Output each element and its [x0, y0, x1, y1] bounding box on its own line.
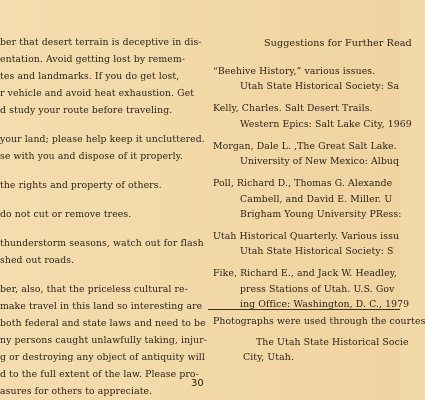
left-line: se with you and dispose of it properly.	[0, 151, 183, 162]
left-line: thunderstorm seasons, watch out for flash	[0, 238, 204, 249]
left-line: both federal and state laws and need to be	[0, 318, 206, 329]
reference-line: Fike, Richard E., and Jack W. Headley,	[213, 268, 397, 279]
left-line: ber, also, that the priceless cultural re-	[0, 284, 188, 295]
reference-line: University of New Mexico: Albuq	[240, 156, 400, 167]
reference-line: Poll, Richard D., Thomas G. Alexande	[213, 178, 393, 189]
reference-line: press Stations of Utah. U.S. Gov	[240, 284, 395, 295]
reference-line: “Beehive History,” various issues.	[213, 66, 376, 77]
left-line: ber that desert terrain is deceptive in dis-	[0, 37, 202, 48]
left-line: g or destroying any object of antiquity will	[0, 352, 205, 363]
reference-line: Brigham Young University PRess:	[240, 209, 402, 220]
page-number: 30	[191, 378, 204, 389]
section-heading: Suggestions for Further Read	[264, 38, 412, 49]
left-line: the rights and property of others.	[0, 180, 162, 191]
credits-line: The Utah State Historical Socie	[256, 337, 409, 348]
left-line: asures for others to appreciate.	[0, 386, 153, 397]
reference-line: Utah State Historical Society: Sa	[240, 81, 400, 92]
reference-line: Utah Historical Quarterly. Various issu	[213, 231, 400, 242]
left-line: do not cut or remove trees.	[0, 209, 132, 220]
reference-line: Western Epics: Salt Lake City, 1969	[240, 119, 412, 130]
reference-line: ing Office: Washington, D. C., 1979	[240, 299, 410, 310]
reference-line: Cambell, and David E. Miller. U	[240, 194, 393, 205]
left-line: ny persons caught unlawfully taking, injur-	[0, 335, 208, 346]
left-line: shed out roads.	[0, 255, 75, 266]
credits-line: City, Utah.	[243, 352, 294, 363]
divider-rule	[208, 309, 400, 310]
left-line: r vehicle and avoid heat exhaustion. Get	[0, 88, 195, 99]
left-line: d study your route before traveling.	[0, 105, 173, 116]
left-line: make travel in this land so interesting are	[0, 301, 203, 312]
left-line: d to the full extent of the law. Please pro-	[0, 369, 199, 380]
reference-line: Kelly, Charles. Salt Desert Trails.	[213, 103, 373, 114]
left-line: tes and landmarks. If you do get lost,	[0, 71, 180, 82]
reference-line: Utah State Historical Society: S	[240, 246, 394, 257]
left-line: your land; please help keep it uncluttered.	[0, 134, 205, 145]
reference-line: Morgan, Dale L. ,The Great Salt Lake.	[213, 141, 397, 152]
left-line: entation. Avoid getting lost by remem-	[0, 54, 186, 65]
credits-line: Photographs were used through the courtes	[213, 316, 425, 327]
